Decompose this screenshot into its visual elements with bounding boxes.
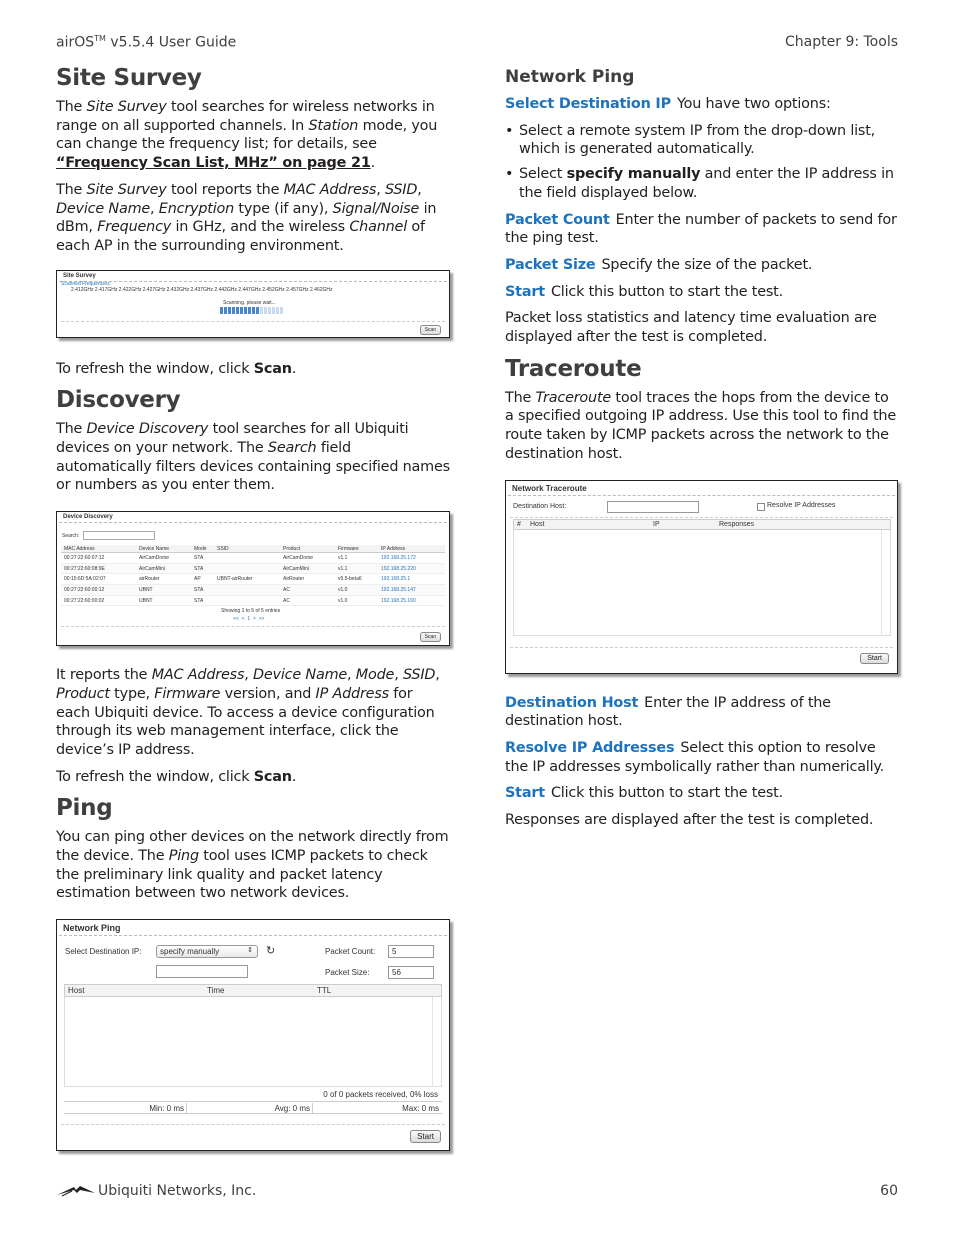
ping-stats-row (64, 1101, 442, 1114)
table-row (61, 596, 445, 607)
table-cell: 00:27:22:60:08:9E (64, 565, 105, 572)
product-name: airOS (56, 34, 95, 51)
progress-cell (232, 307, 235, 314)
table-cell: STA (194, 597, 204, 604)
site-survey-panel-title: Site Survey (59, 271, 447, 282)
table-cell: AirCamDome (139, 555, 170, 562)
table-cell: v1.1 (338, 565, 348, 572)
progress-cell (280, 307, 283, 314)
progress-cell (224, 307, 227, 314)
ubiquiti-logo-icon (56, 1184, 96, 1198)
progress-cell (256, 307, 259, 314)
term-packet-count: Packet Count (505, 211, 610, 228)
destination-ip-select[interactable]: specify manually ⇕ (156, 945, 258, 958)
progress-cell (248, 307, 251, 314)
col-time: Time (207, 986, 225, 996)
table-cell: 00:27:22:60:00:12 (64, 586, 105, 593)
ip-address-link[interactable]: 192.168.25.160 (381, 597, 416, 604)
stat-avg: Avg: 0 ms (274, 1104, 310, 1114)
scan-progress-bar (220, 307, 286, 314)
table-cell: UBNT (139, 597, 153, 604)
table-cell: v1.0 (338, 597, 348, 604)
progress-cell (268, 307, 271, 314)
frequency-scan-link[interactable]: “Frequency Scan List, MHz” on page 21 (56, 155, 371, 172)
scrollbar[interactable] (432, 997, 441, 1086)
ping-note: Packet loss statistics and latency time evaluation are displayed after the test is completed. (505, 310, 877, 346)
traceroute-panel-title: Network Traceroute (508, 481, 895, 496)
stat-min: Min: 0 ms (149, 1104, 184, 1114)
guide-title: v5.5.4 User Guide (110, 34, 237, 51)
table-cell: AC (283, 597, 290, 604)
left-column (56, 64, 450, 1161)
progress-cell (260, 307, 263, 314)
table-cell: STA (194, 586, 204, 593)
discovery-reports: It reports the MAC Address, Device Name, Mode, SSID, Product type, Firmware version, and IP Address for each Ubiquiti device. To access a device configuration through its web management interface, click the device’s IP address. (56, 667, 440, 758)
ping-intro: You can ping other devices on the network directly from the device. The Ping tool uses ICMP packets to check the preliminary link quality and packet latency estimation between two network devices. (56, 829, 449, 902)
term-select-destination-ip: Select Destination IP (505, 96, 671, 112)
term-packet-size: Packet Size (505, 256, 596, 273)
scan-button[interactable]: Scan (420, 325, 441, 335)
packet-size-definition: Packet Size Specify the size of the packet. (505, 256, 813, 273)
stat-divider (186, 1103, 187, 1113)
term-start: Start (505, 283, 545, 300)
destination-host-input[interactable] (607, 501, 699, 513)
table-row (61, 585, 445, 596)
site-survey-heading: Site Survey (56, 65, 202, 91)
discovery-col-header[interactable]: SSID (217, 546, 229, 553)
divider (510, 647, 893, 648)
network-ping-screenshot (56, 919, 450, 1151)
table-cell: 00:27:22:60:07:12 (64, 555, 105, 562)
ip-address-link[interactable]: 192.168.25.1 (381, 576, 411, 583)
network-ping-panel-title: Network Ping (59, 920, 447, 936)
resolve-definition: Resolve IP Addresses Select this option to resolve the IP addresses symbolically rather than numerically. (505, 739, 885, 775)
site-survey-intro: The Site Survey tool searches for wireless networks in range on all supported channels. In Station mode, you can change the frequency list; for details, see “Frequency Scan List, MHz” on page 21. (56, 99, 438, 172)
pagination[interactable]: << < 1 > >> (233, 616, 265, 623)
discovery-col-header[interactable]: MAC Address (64, 546, 95, 553)
col-ip: IP (653, 520, 660, 528)
packet-size-label: Packet Size: (325, 968, 370, 978)
dest-ip-options (505, 122, 898, 203)
divider (61, 321, 445, 322)
term-destination-host: Destination Host (505, 694, 639, 711)
col-responses: Responses (719, 520, 755, 528)
table-cell: v1.1 (338, 555, 348, 562)
ping-heading: Ping (56, 795, 113, 822)
table-cell: UBNT (139, 586, 153, 593)
col-number: # (517, 520, 521, 528)
destination-host-definition: Destination Host Enter the IP address of the destination host. (505, 694, 831, 730)
traceroute-note: Responses are displayed after the test is completed. (505, 812, 874, 829)
table-cell: AirCamDome (283, 555, 314, 562)
manual-ip-input[interactable] (156, 965, 248, 978)
term-resolve-ip: Resolve IP Addresses (505, 739, 675, 756)
progress-cell (272, 307, 275, 314)
start-definition: Start Click this button to start the test. (505, 283, 783, 300)
table-cell: 00:27:22:60:00:02 (64, 597, 105, 604)
discovery-refresh: To refresh the window, click Scan. (56, 768, 297, 785)
start-button[interactable]: Start (860, 653, 889, 664)
network-ping-heading: Network Ping (505, 67, 635, 87)
refresh-icon[interactable]: ↻ (266, 945, 276, 958)
showing-entries: Showing 1 to 5 of 5 entries (221, 608, 281, 615)
destination-host-label: Destination Host: (513, 502, 567, 510)
scanned-frequencies: 2.412GHz 2.417GHz 2.422GHz 2.427GHz 2.432GHz 2.437GHz 2.442GHz 2.447GHz 2.452GHz 2.457GHz 2.462GHz (71, 286, 333, 293)
start-button[interactable]: Start (410, 1130, 441, 1143)
progress-cell (276, 307, 279, 314)
progress-cell (240, 307, 243, 314)
traceroute-start-definition: Start Click this button to start the test. (505, 785, 783, 802)
discovery-col-header[interactable]: Firmware (338, 546, 359, 553)
discovery-col-header[interactable]: IP Address (381, 546, 406, 553)
table-cell: airRouter (139, 576, 160, 583)
packet-count-label: Packet Count: (325, 947, 376, 957)
destination-ip-label: Select Destination IP: (65, 947, 142, 957)
discovery-intro: The Device Discovery tool searches for all Ubiquiti devices on your network. The Search field automatically filters devices containing specified names or numbers as you enter them. (56, 421, 450, 494)
table-cell: AirCamMini (139, 565, 165, 572)
ip-address-link[interactable]: 192.168.25.172 (381, 555, 416, 562)
col-ttl: TTL (317, 986, 332, 996)
right-column (505, 64, 898, 838)
table-cell: v1.0 (338, 586, 348, 593)
scan-button[interactable]: Scan (420, 632, 441, 642)
progress-cell (228, 307, 231, 314)
packet-count-definition: Packet Count Enter the number of packets to send for the ping test. (505, 211, 897, 247)
search-input[interactable] (83, 531, 155, 540)
table-cell: STA (194, 565, 204, 572)
site-survey-refresh: To refresh the window, click Scan. (56, 360, 297, 377)
ping-results-header (64, 984, 442, 997)
traceroute-intro: The Traceroute tool traces the hops from the device to a specified outgoing IP address. Use this tool to find the route taken by ICMP packets across the network to the destination host. (505, 389, 896, 462)
table-cell: AP (194, 576, 201, 583)
term-start: Start (505, 785, 545, 802)
ping-results-body (64, 997, 442, 1087)
progress-cell (252, 307, 255, 314)
table-cell: UBNT-airRouter (217, 576, 253, 583)
device-discovery-panel-title: Device Discovery (59, 512, 447, 523)
progress-cell (244, 307, 247, 314)
device-discovery-screenshot (56, 511, 450, 646)
table-cell: STA (194, 555, 204, 562)
ip-address-link[interactable]: 192.168.25.147 (381, 586, 416, 593)
select-arrows-icon: ⇕ (247, 947, 253, 955)
trademark: TM (94, 34, 106, 43)
traceroute-screenshot (505, 480, 898, 674)
divider (510, 517, 893, 518)
option-dropdown: • Select a remote system IP from the drop-down list, which is generated automatically. (505, 122, 898, 159)
table-cell: 00:15:6D:5A:02:07 (64, 576, 106, 583)
progress-cell (264, 307, 267, 314)
discovery-table (61, 545, 445, 606)
dest-ip-definition: Select Destination IP You have two options: (505, 96, 831, 112)
stat-divider (312, 1103, 313, 1113)
ip-address-link[interactable]: 192.168.25.220 (381, 565, 416, 572)
site-survey-screenshot (56, 270, 450, 338)
running-header (56, 34, 236, 51)
discovery-col-header[interactable]: Device Name (139, 546, 170, 553)
scrollbar[interactable] (881, 530, 890, 635)
packet-count-input[interactable]: 5 (388, 945, 434, 958)
packet-size-input[interactable]: 56 (388, 966, 434, 979)
table-cell: v5.5-beta6 (338, 576, 362, 583)
discovery-heading: Discovery (56, 387, 181, 414)
progress-cell (220, 307, 223, 314)
col-host: Host (530, 520, 545, 528)
table-cell: AirCamMini (283, 565, 309, 572)
traceroute-heading: Traceroute (505, 355, 642, 382)
option-manual: • Select specify manually and enter the IP address in the field displayed below. (505, 165, 898, 202)
discovery-col-header[interactable]: Mode (194, 546, 207, 553)
table-row (61, 574, 445, 585)
ping-summary: 0 of 0 packets received, 0% loss (323, 1090, 438, 1100)
search-label: Search: (62, 533, 80, 540)
resolve-label: Resolve IP Addresses (767, 501, 836, 509)
divider (61, 1124, 445, 1125)
divider (61, 626, 445, 627)
table-row (61, 553, 445, 564)
site-survey-reports: The Site Survey tool reports the MAC Address, SSID, Device Name, Encryption type (if any), Signal/Noise in dBm, Frequency in GHz, and the wireless Channel of each AP in the surrounding environment. (56, 181, 437, 254)
col-host: Host (68, 986, 85, 996)
table-cell: AirRouter (283, 576, 305, 583)
discovery-table-header (61, 545, 445, 553)
resolve-checkbox[interactable] (757, 503, 765, 511)
discovery-col-header[interactable]: Product (283, 546, 301, 553)
table-row (61, 564, 445, 575)
traceroute-results-header (513, 519, 891, 530)
scanning-status: Scanning, please wait... (223, 299, 276, 306)
chapter-title: Chapter 9: Tools (785, 34, 898, 50)
page-number: 60 (880, 1183, 898, 1199)
footer-company: Ubiquiti Networks, Inc. (56, 1183, 256, 1199)
stat-max: Max: 0 ms (402, 1104, 439, 1114)
scanned-frequencies-label: Scanned Frequencies: (61, 280, 112, 287)
table-cell: AC (283, 586, 290, 593)
traceroute-results-body (513, 530, 891, 636)
progress-cell (236, 307, 239, 314)
